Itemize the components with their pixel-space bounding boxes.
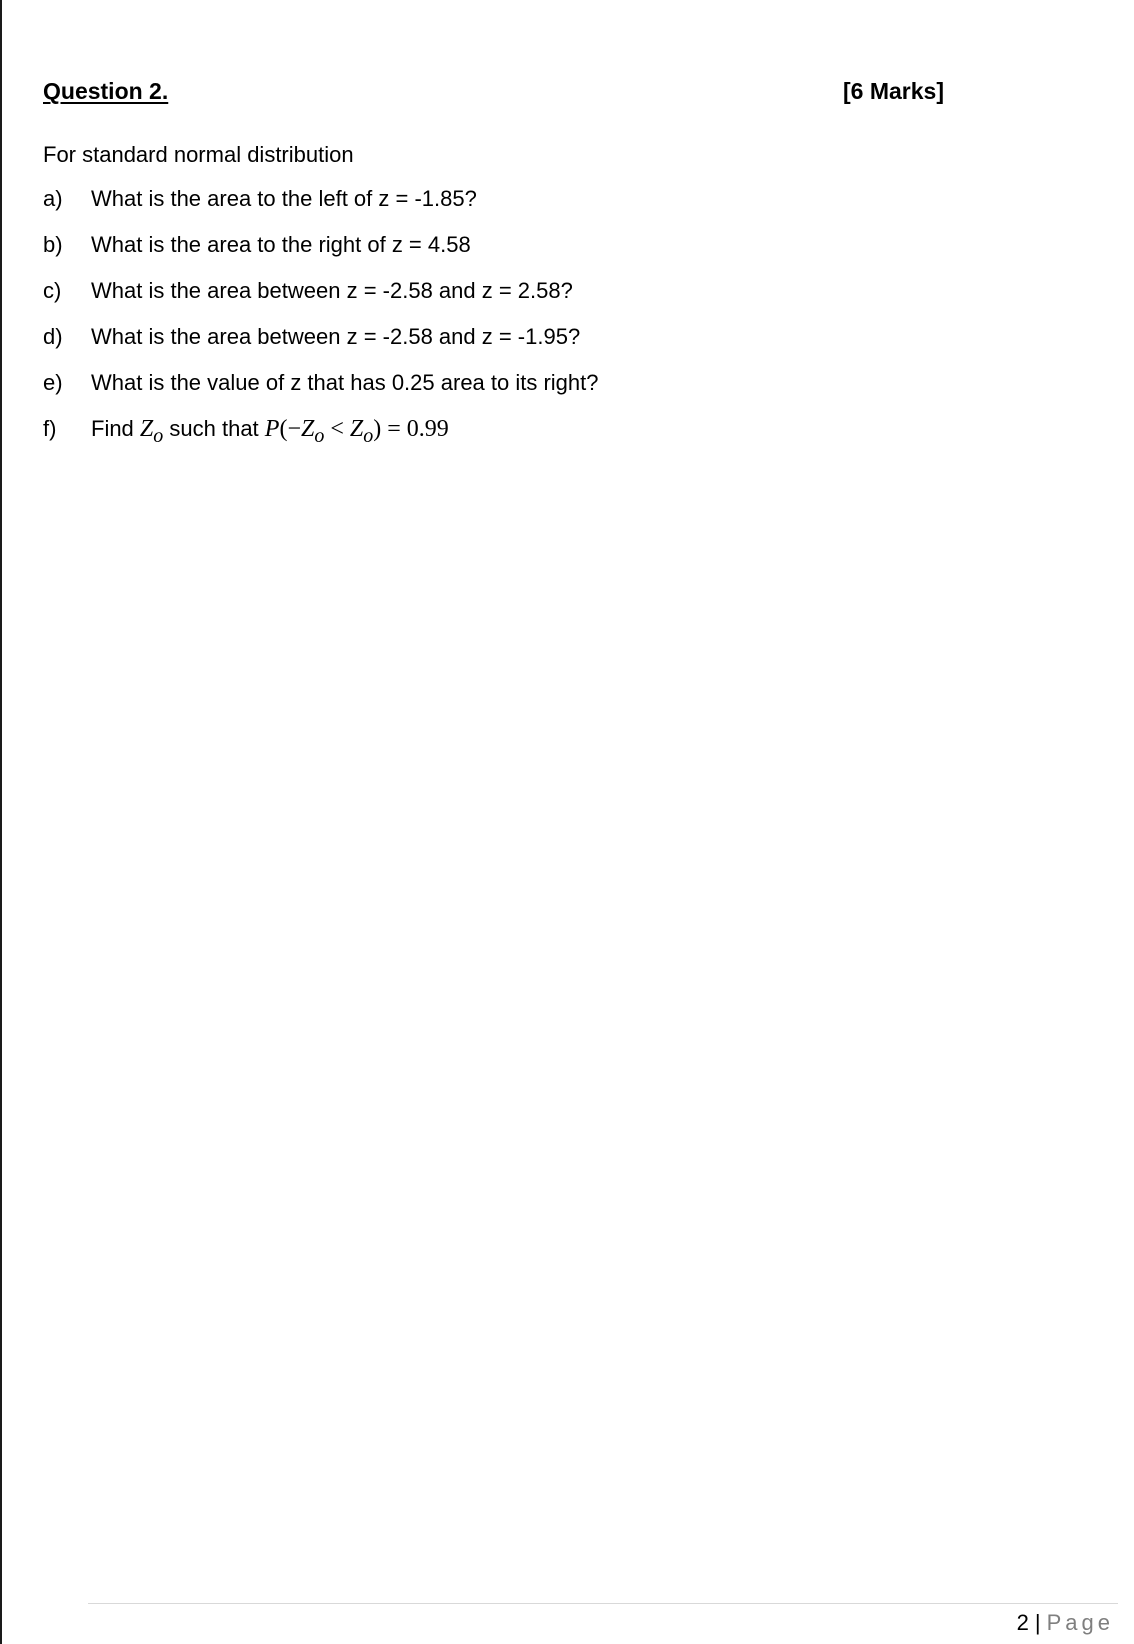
question-marks: [6 Marks] xyxy=(843,78,944,104)
item-label: a) xyxy=(43,186,63,211)
math-z0: $Z_o$ xyxy=(139,416,164,447)
item-text: What is the area to the left of z = -1.85? xyxy=(91,186,477,211)
question-item-e xyxy=(43,370,599,416)
item-text xyxy=(91,416,449,448)
question-title: Question 2. xyxy=(43,78,169,104)
item-label: b) xyxy=(43,232,63,257)
page-number: 2 xyxy=(1016,1610,1029,1635)
footer-separator: | xyxy=(1034,1610,1041,1635)
item-text: What is the area between z = -2.58 and z = 2.58? xyxy=(91,278,573,303)
item-label: f) xyxy=(43,416,57,441)
question-items xyxy=(43,186,599,462)
page-word: Page xyxy=(1046,1610,1114,1635)
item-label: e) xyxy=(43,370,63,395)
question-item-c xyxy=(43,278,599,324)
item-label: c) xyxy=(43,278,62,303)
question-intro: For standard normal distribution xyxy=(43,142,354,167)
footer-rule xyxy=(88,1603,1118,1604)
question-item-d xyxy=(43,324,599,370)
question-item-b xyxy=(43,232,599,278)
item-text: What is the area between z = -2.58 and z = -1.95? xyxy=(91,324,581,349)
question-item-f xyxy=(43,416,599,462)
page-footer xyxy=(1017,1610,1114,1636)
math-probability-value: 0.99 xyxy=(406,416,449,442)
item-text: What is the value of z that has 0.25 area to its right? xyxy=(91,370,599,395)
item-label: d) xyxy=(43,324,63,349)
item-text-before: Find xyxy=(91,416,140,441)
math-probability-expression: $P(-Z_o < Z_o) = 0.99$ xyxy=(264,416,449,447)
question-item-a xyxy=(43,186,599,232)
page-left-border xyxy=(0,0,2,1644)
item-text: What is the area to the right of z = 4.58 xyxy=(91,232,471,257)
item-text-middle: such that xyxy=(163,416,265,441)
